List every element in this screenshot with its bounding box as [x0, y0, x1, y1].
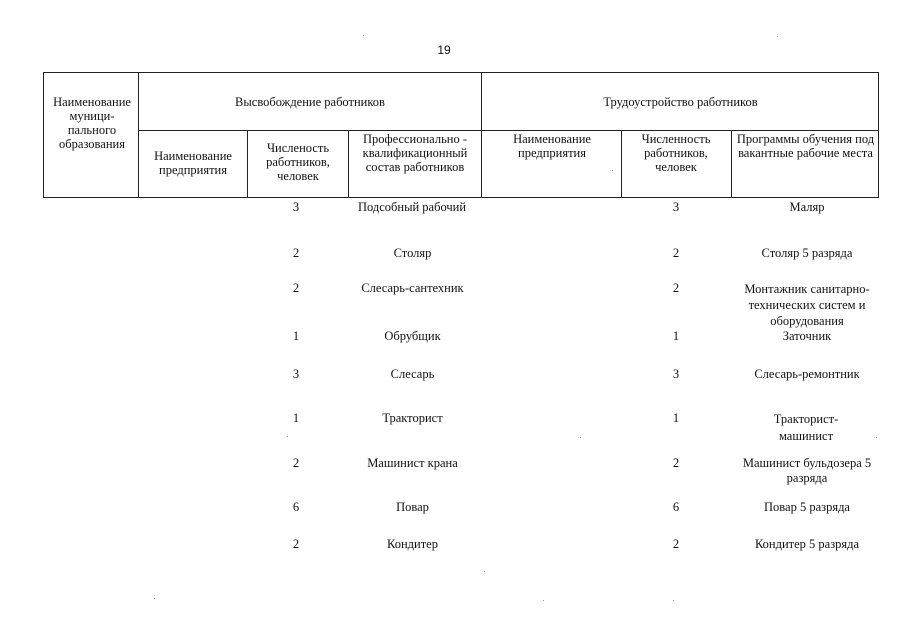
employ-count: 2 — [672, 281, 680, 295]
header-release-group: Высвобождение работников — [235, 95, 385, 109]
scan-speck — [673, 600, 674, 601]
header-employ-enterprise: Наименование предприятия — [513, 132, 591, 160]
release-count: 3 — [292, 200, 300, 214]
release-count: 2 — [292, 456, 300, 470]
employ-count: 2 — [672, 537, 680, 551]
profession: Кондитер — [387, 537, 438, 551]
divider — [138, 130, 879, 131]
header-employment-group: Трудоустройство работников — [603, 95, 758, 109]
program: Тракторист-машинист — [773, 412, 839, 443]
scan-speck — [363, 35, 364, 36]
employ-count: 3 — [672, 200, 680, 214]
scan-speck — [287, 436, 288, 437]
program: Машинист бульдозера 5 разряда — [742, 456, 872, 485]
scan-speck — [484, 571, 485, 572]
profession: Слесарь-сантехник — [361, 281, 464, 295]
profession: Тракторист — [382, 411, 443, 425]
header-release-count: Численость работников, человек — [266, 141, 330, 183]
release-count: 1 — [292, 411, 300, 425]
release-count: 6 — [292, 500, 300, 514]
header-municipality: Наименование муниципального образования — [53, 95, 131, 151]
employ-count: 1 — [672, 411, 680, 425]
employ-count: 2 — [672, 456, 680, 470]
program: Слесарь-ремонтник — [754, 367, 860, 381]
employ-count: 3 — [672, 367, 680, 381]
divider — [481, 73, 482, 198]
divider — [138, 73, 139, 198]
program: Повар 5 разряда — [764, 500, 850, 514]
scan-speck — [543, 600, 544, 601]
employ-count: 6 — [672, 500, 680, 514]
program: Заточник — [782, 329, 832, 343]
divider — [348, 130, 349, 198]
program: Маляр — [789, 200, 825, 214]
profession: Машинист крана — [367, 456, 458, 470]
scan-speck — [777, 36, 778, 37]
page-number: 19 — [437, 43, 451, 57]
program: Кондитер 5 разряда — [754, 537, 860, 551]
profession: Повар — [396, 500, 429, 514]
scan-speck — [612, 170, 613, 171]
release-count: 3 — [292, 367, 300, 381]
release-count: 2 — [292, 537, 300, 551]
header-release-enterprise: Наименование предприятия — [154, 149, 232, 177]
profession: Столяр — [393, 246, 432, 260]
header-employ-programs: Программы обучения под вакантные рабочие места — [736, 132, 875, 160]
header-release-qualification: Профессионально - квалификационный состав работников — [362, 132, 468, 174]
profession: Обрубщик — [384, 329, 441, 343]
divider — [247, 130, 248, 198]
profession: Подсобный рабочий — [357, 200, 467, 214]
employ-count: 2 — [672, 246, 680, 260]
release-count: 2 — [292, 281, 300, 295]
scan-speck — [154, 598, 155, 599]
header-employ-count: Численность работников, человек — [641, 132, 711, 174]
program: Столяр 5 разряда — [761, 246, 853, 260]
scan-speck — [876, 437, 877, 438]
release-count: 1 — [292, 329, 300, 343]
profession: Слесарь — [390, 367, 435, 381]
program: Монтажник санитарно-технических систем и оборудования — [744, 282, 870, 328]
employ-count: 1 — [672, 329, 680, 343]
divider — [621, 130, 622, 198]
divider — [731, 130, 732, 198]
release-count: 2 — [292, 246, 300, 260]
scan-speck — [580, 437, 581, 438]
table-header — [43, 72, 879, 198]
